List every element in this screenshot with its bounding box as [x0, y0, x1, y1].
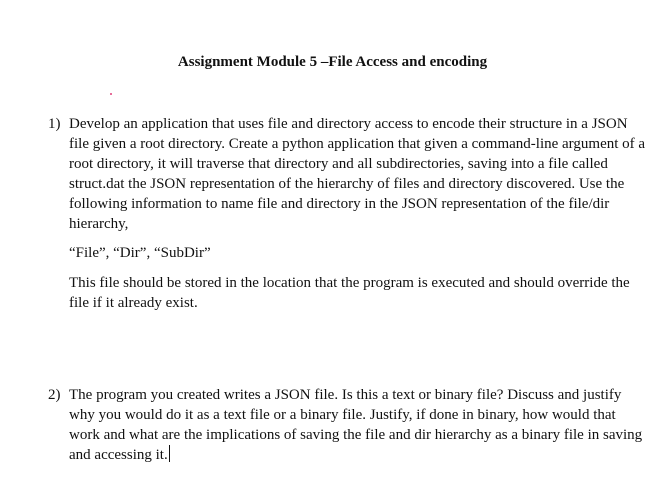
text-cursor: [169, 445, 170, 462]
list-item-body: [69, 114, 647, 313]
storage-note-paragraph: This file should be stored in the location that the program is executed and should override the file if it already exist.: [69, 275, 630, 311]
list-item-body: [69, 385, 647, 465]
question-text: The program you created writes a JSON file. Is this a text or binary file? Discuss and justify why you would do it as a text file or a binary file. Justify, if done in binary, how would that work and what are the implications of saving the file and dir hierarchy as a binary file in saving and accessing it.: [69, 387, 643, 463]
list-item-number: 1): [48, 116, 61, 132]
question-paragraph[interactable]: [69, 385, 647, 465]
task-description-paragraph: Develop an application that uses file and directory access to encode their structure in a JSON file given a root directory. Create a python application that given a command-line argument of a root directory, it will traverse that directory and all subdirectories, saving into a file called struct.dat the JSON representation of the hierarchy of files and directory discovered. Use the following information to name file and directory in the JSON representation of the file/dir hierarchy,: [69, 116, 646, 232]
list-item-number: 2): [48, 387, 61, 403]
document-title: Assignment Module 5 –File Access and encoding: [177, 54, 488, 70]
stray-ink-mark: [110, 93, 112, 95]
naming-keys-paragraph: “File”, “Dir”, “SubDir”: [69, 245, 211, 261]
